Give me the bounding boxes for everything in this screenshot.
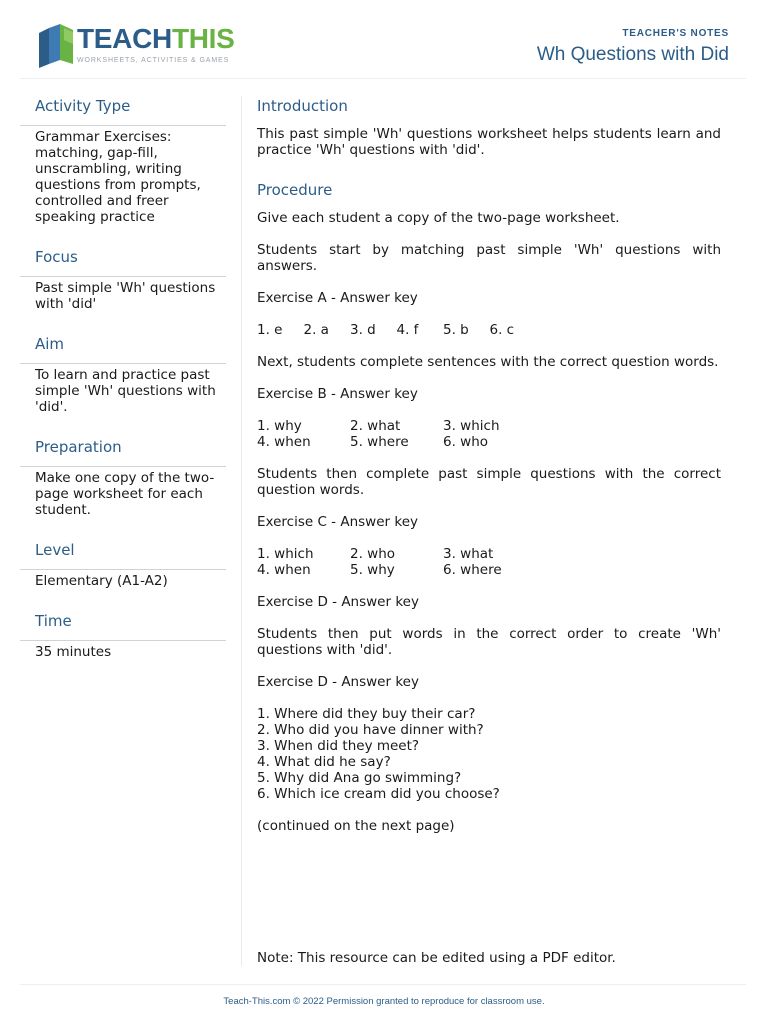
answer-item: 1. which bbox=[257, 546, 314, 562]
answer-item: 2. a bbox=[303, 322, 329, 338]
answer-item: 4. What did he say? bbox=[257, 754, 391, 770]
exercise-d-title: Exercise D - Answer key bbox=[257, 594, 419, 610]
procedure-heading: Procedure bbox=[257, 181, 333, 199]
answer-item: 3. When did they meet? bbox=[257, 738, 420, 754]
exercise-b-title: Exercise B - Answer key bbox=[257, 386, 418, 402]
aim-heading: Aim bbox=[20, 334, 226, 364]
focus-section bbox=[20, 247, 226, 312]
activity-type-section bbox=[20, 96, 226, 225]
time-section bbox=[20, 611, 226, 660]
logo-wordmark: TEACHTHIS bbox=[77, 23, 235, 54]
level-section bbox=[20, 540, 226, 589]
answer-item: 2. who bbox=[350, 546, 396, 562]
procedure-paragraph: Students start by matching past simple 'Wh' questions with answers. bbox=[257, 242, 721, 274]
answer-item: 3. which bbox=[443, 418, 500, 434]
answer-item: 4. when bbox=[257, 562, 311, 578]
exercise-d-title: Exercise D - Answer key bbox=[257, 674, 419, 690]
page-header bbox=[0, 0, 768, 78]
procedure-paragraph: Give each student a copy of the two-page worksheet. bbox=[257, 210, 620, 226]
document-title: Wh Questions with Did bbox=[536, 44, 729, 65]
answer-item: 1. why bbox=[257, 418, 302, 434]
answer-item: 3. d bbox=[350, 322, 376, 338]
answer-item: 6. c bbox=[489, 322, 515, 338]
answer-item: 2. what bbox=[350, 418, 401, 434]
answer-row bbox=[257, 562, 721, 578]
answer-item: 6. where bbox=[443, 562, 502, 578]
exercise-c-title: Exercise C - Answer key bbox=[257, 514, 418, 530]
column-divider bbox=[241, 96, 242, 966]
activity-type-heading: Activity Type bbox=[20, 96, 226, 126]
time-heading: Time bbox=[20, 611, 226, 641]
activity-type-text: Grammar Exercises: matching, gap-fill, unscrambling, writing questions from prompts, controlled and freer speaking practice bbox=[35, 129, 201, 225]
preparation-heading: Preparation bbox=[20, 437, 226, 467]
teach-this-logo bbox=[36, 24, 236, 70]
answer-row bbox=[257, 322, 721, 338]
answer-row bbox=[257, 546, 721, 562]
aim-text: To learn and practice past simple 'Wh' questions with 'did'. bbox=[35, 367, 216, 415]
pdf-editor-note: Note: This resource can be edited using a PDF editor. bbox=[257, 950, 616, 966]
procedure-paragraph: Next, students complete sentences with the correct question words. bbox=[257, 354, 719, 370]
focus-heading: Focus bbox=[20, 247, 226, 277]
answer-item: 6. who bbox=[443, 434, 489, 450]
answer-item: 5. b bbox=[443, 322, 469, 338]
answer-item: 4. f bbox=[396, 322, 419, 338]
procedure-paragraph: Students then complete past simple questions with the correct question words. bbox=[257, 466, 721, 498]
preparation-text: Make one copy of the two-page worksheet for each student. bbox=[35, 470, 215, 518]
sidebar bbox=[20, 96, 226, 682]
exercise-c-answer-key bbox=[257, 546, 721, 578]
answer-item: 5. why bbox=[350, 562, 395, 578]
exercise-a-title: Exercise A - Answer key bbox=[257, 290, 418, 306]
level-heading: Level bbox=[20, 540, 226, 570]
time-text: 35 minutes bbox=[35, 644, 112, 660]
answer-item: 1. e bbox=[257, 322, 283, 338]
main-content bbox=[257, 96, 721, 850]
level-text: Elementary (A1-A2) bbox=[35, 573, 168, 589]
answer-row bbox=[257, 434, 721, 450]
footer-divider bbox=[20, 984, 746, 985]
answer-item: 4. when bbox=[257, 434, 311, 450]
continued-note: (continued on the next page) bbox=[257, 818, 455, 834]
exercise-b-answer-key bbox=[257, 418, 721, 450]
introduction-text: This past simple 'Wh' questions worksheet helps students learn and practice 'Wh' questions with 'did'. bbox=[257, 126, 721, 158]
header-divider bbox=[20, 78, 746, 79]
procedure-paragraph: Students then put words in the correct order to create 'Wh' questions with 'did'. bbox=[257, 626, 721, 658]
exercise-d-answer-key bbox=[257, 706, 721, 802]
aim-section bbox=[20, 334, 226, 415]
preparation-section bbox=[20, 437, 226, 518]
answer-item: 5. Why did Ana go swimming? bbox=[257, 770, 462, 786]
answer-row bbox=[257, 418, 721, 434]
copyright-footer: Teach-This.com © 2022 Permission granted to reproduce for classroom use. bbox=[223, 996, 545, 1007]
answer-item: 2. Who did you have dinner with? bbox=[257, 722, 484, 738]
answer-item: 1. Where did they buy their car? bbox=[257, 706, 476, 722]
answer-item: 6. Which ice cream did you choose? bbox=[257, 786, 500, 802]
teachers-notes-label: TEACHER'S NOTES bbox=[622, 28, 729, 39]
focus-text: Past simple 'Wh' questions with 'did' bbox=[35, 280, 216, 312]
answer-item: 3. what bbox=[443, 546, 494, 562]
exercise-a-answer-key bbox=[257, 322, 721, 338]
introduction-heading: Introduction bbox=[257, 97, 348, 115]
answer-item: 5. where bbox=[350, 434, 409, 450]
logo-tagline: WORKSHEETS, ACTIVITIES & GAMES bbox=[77, 57, 230, 64]
book-logo-icon bbox=[36, 24, 76, 68]
